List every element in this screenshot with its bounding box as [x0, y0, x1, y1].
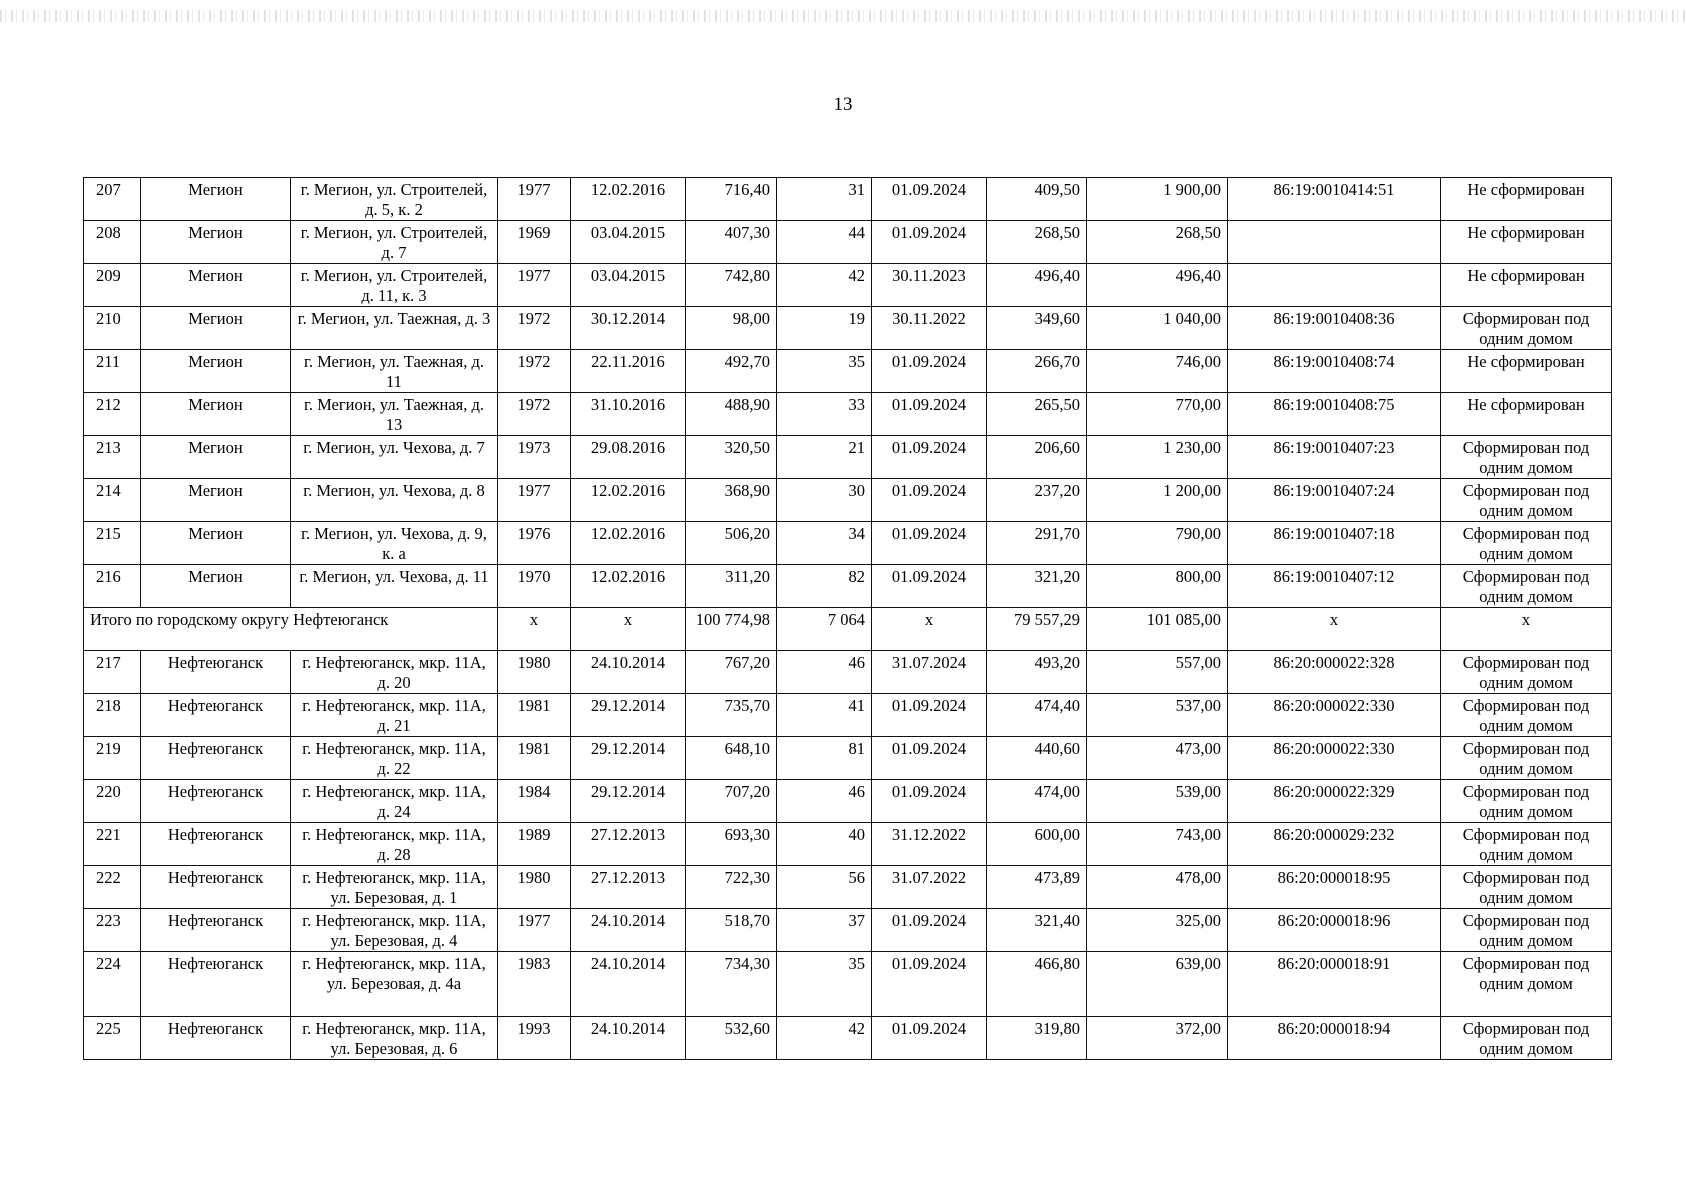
- cell-municipality: Нефтеюганск: [141, 780, 291, 823]
- cell-cadastral-number: 86:20:000022:330: [1228, 694, 1441, 737]
- table-row: [84, 350, 1612, 393]
- cell-deadline: 01.09.2024: [872, 952, 987, 1017]
- cell-number: 220: [84, 780, 141, 823]
- cell-land-area: 790,00: [1087, 522, 1228, 565]
- cell-cadastral-number: 86:20:000022:329: [1228, 780, 1441, 823]
- cell-residential-area: 321,40: [987, 909, 1087, 952]
- cell-number: 223: [84, 909, 141, 952]
- cell-number: 213: [84, 436, 141, 479]
- cell-year: 1981: [498, 737, 571, 780]
- cell-municipality: Мегион: [141, 264, 291, 307]
- cell-residential-area: 237,20: [987, 479, 1087, 522]
- cell-deadline: 30.11.2022: [872, 307, 987, 350]
- cell-land-area: 639,00: [1087, 952, 1228, 1017]
- cell-cadastral-number: 86:19:0010414:51: [1228, 178, 1441, 221]
- cell-deadline: 31.07.2022: [872, 866, 987, 909]
- cell-year: 1972: [498, 393, 571, 436]
- cell-year: 1993: [498, 1017, 571, 1060]
- cell-land-status: Не сформирован: [1441, 221, 1612, 264]
- cell-deadline: 01.09.2024: [872, 221, 987, 264]
- cell-residential-area: 440,60: [987, 737, 1087, 780]
- cell-residents: 33: [777, 393, 872, 436]
- cell-cadastral-number: [1228, 264, 1441, 307]
- cell-cadastral-number: 86:20:000029:232: [1228, 823, 1441, 866]
- cell-land-status: Сформирован под одним домом: [1441, 694, 1612, 737]
- table-row: [84, 264, 1612, 307]
- table-row: [84, 823, 1612, 866]
- cell-municipality: Мегион: [141, 221, 291, 264]
- cell-cadastral-number: 86:20:000018:94: [1228, 1017, 1441, 1060]
- cell-date: 12.02.2016: [571, 522, 686, 565]
- cell-residents: 35: [777, 350, 872, 393]
- cell-number: 216: [84, 565, 141, 608]
- scan-edge-artifact: [0, 10, 1686, 22]
- cell-deadline: 01.09.2024: [872, 178, 987, 221]
- cell-area: 518,70: [686, 909, 777, 952]
- cell-date: 22.11.2016: [571, 350, 686, 393]
- cell-area: 98,00: [686, 307, 777, 350]
- cell-residential-area: 474,00: [987, 780, 1087, 823]
- cell-residential-area: 473,89: [987, 866, 1087, 909]
- total-deadline: х: [872, 608, 987, 651]
- cell-year: 1977: [498, 178, 571, 221]
- cell-date: 24.10.2014: [571, 909, 686, 952]
- cell-residential-area: 321,20: [987, 565, 1087, 608]
- cell-residents: 37: [777, 909, 872, 952]
- cell-address: г. Мегион, ул. Строителей, д. 7: [291, 221, 498, 264]
- cell-land-status: Сформирован под одним домом: [1441, 1017, 1612, 1060]
- cell-number: 225: [84, 1017, 141, 1060]
- cell-date: 03.04.2015: [571, 264, 686, 307]
- cell-deadline: 01.09.2024: [872, 522, 987, 565]
- total-row: [84, 608, 1612, 651]
- cell-municipality: Мегион: [141, 393, 291, 436]
- total-residents: 7 064: [777, 608, 872, 651]
- cell-number: 222: [84, 866, 141, 909]
- cell-area: 722,30: [686, 866, 777, 909]
- cell-land-area: 325,00: [1087, 909, 1228, 952]
- table-row: [84, 436, 1612, 479]
- cell-residential-area: 349,60: [987, 307, 1087, 350]
- cell-deadline: 31.12.2022: [872, 823, 987, 866]
- cell-area: 492,70: [686, 350, 777, 393]
- table-row: [84, 565, 1612, 608]
- cell-land-status: Сформирован под одним домом: [1441, 565, 1612, 608]
- cell-residents: 19: [777, 307, 872, 350]
- cell-residential-area: 268,50: [987, 221, 1087, 264]
- cell-number: 215: [84, 522, 141, 565]
- cell-address: г. Мегион, ул. Чехова, д. 8: [291, 479, 498, 522]
- cell-address: г. Нефтеюганск, мкр. 11А, д. 20: [291, 651, 498, 694]
- cell-residents: 35: [777, 952, 872, 1017]
- cell-address: г. Мегион, ул. Строителей, д. 5, к. 2: [291, 178, 498, 221]
- cell-number: 210: [84, 307, 141, 350]
- cell-cadastral-number: 86:19:0010408:75: [1228, 393, 1441, 436]
- cell-municipality: Мегион: [141, 522, 291, 565]
- total-area: 100 774,98: [686, 608, 777, 651]
- cell-land-area: 1 040,00: [1087, 307, 1228, 350]
- cell-land-area: 746,00: [1087, 350, 1228, 393]
- cell-land-area: 537,00: [1087, 694, 1228, 737]
- cell-area: 407,30: [686, 221, 777, 264]
- cell-address: г. Нефтеюганск, мкр. 11А, ул. Березовая, д. 6: [291, 1017, 498, 1060]
- cell-municipality: Нефтеюганск: [141, 952, 291, 1017]
- cell-date: 29.12.2014: [571, 780, 686, 823]
- cell-residents: 82: [777, 565, 872, 608]
- cell-date: 24.10.2014: [571, 952, 686, 1017]
- cell-address: г. Нефтеюганск, мкр. 11А, д. 21: [291, 694, 498, 737]
- cell-year: 1972: [498, 307, 571, 350]
- cell-municipality: Нефтеюганск: [141, 737, 291, 780]
- cell-land-area: 478,00: [1087, 866, 1228, 909]
- cell-residents: 30: [777, 479, 872, 522]
- cell-date: 03.04.2015: [571, 221, 686, 264]
- cell-residents: 46: [777, 780, 872, 823]
- cell-residential-area: 466,80: [987, 952, 1087, 1017]
- cell-deadline: 30.11.2023: [872, 264, 987, 307]
- table-row: [84, 694, 1612, 737]
- cell-municipality: Мегион: [141, 350, 291, 393]
- table-row: [84, 307, 1612, 350]
- table-row: [84, 1017, 1612, 1060]
- cell-land-status: Сформирован под одним домом: [1441, 823, 1612, 866]
- cell-year: 1976: [498, 522, 571, 565]
- cell-land-status: Сформирован под одним домом: [1441, 651, 1612, 694]
- cell-residential-area: 493,20: [987, 651, 1087, 694]
- cell-year: 1980: [498, 651, 571, 694]
- cell-residential-area: 265,50: [987, 393, 1087, 436]
- cell-cadastral-number: 86:20:000022:330: [1228, 737, 1441, 780]
- cell-area: 707,20: [686, 780, 777, 823]
- cell-number: 218: [84, 694, 141, 737]
- housing-register-table: [83, 177, 1612, 1060]
- cell-cadastral-number: 86:20:000018:91: [1228, 952, 1441, 1017]
- cell-cadastral-number: 86:20:000018:96: [1228, 909, 1441, 952]
- cell-year: 1970: [498, 565, 571, 608]
- cell-area: 742,80: [686, 264, 777, 307]
- cell-area: 734,30: [686, 952, 777, 1017]
- cell-deadline: 01.09.2024: [872, 909, 987, 952]
- cell-date: 12.02.2016: [571, 565, 686, 608]
- cell-cadastral-number: 86:20:000018:95: [1228, 866, 1441, 909]
- cell-date: 27.12.2013: [571, 823, 686, 866]
- cell-residents: 31: [777, 178, 872, 221]
- cell-municipality: Мегион: [141, 479, 291, 522]
- cell-cadastral-number: 86:19:0010407:24: [1228, 479, 1441, 522]
- cell-residents: 56: [777, 866, 872, 909]
- cell-land-area: 557,00: [1087, 651, 1228, 694]
- cell-cadastral-number: 86:19:0010407:18: [1228, 522, 1441, 565]
- cell-year: 1969: [498, 221, 571, 264]
- cell-cadastral-number: 86:20:000022:328: [1228, 651, 1441, 694]
- cell-municipality: Нефтеюганск: [141, 866, 291, 909]
- cell-year: 1983: [498, 952, 571, 1017]
- total-year: х: [498, 608, 571, 651]
- cell-deadline: 31.07.2024: [872, 651, 987, 694]
- total-date: х: [571, 608, 686, 651]
- table-row: [84, 522, 1612, 565]
- cell-area: 648,10: [686, 737, 777, 780]
- cell-municipality: Мегион: [141, 178, 291, 221]
- cell-date: 24.10.2014: [571, 1017, 686, 1060]
- cell-residential-area: 474,40: [987, 694, 1087, 737]
- cell-address: г. Мегион, ул. Строителей, д. 11, к. 3: [291, 264, 498, 307]
- cell-land-area: 1 900,00: [1087, 178, 1228, 221]
- cell-land-area: 1 230,00: [1087, 436, 1228, 479]
- cell-address: г. Нефтеюганск, мкр. 11А, ул. Березовая, д. 4а: [291, 952, 498, 1017]
- cell-deadline: 01.09.2024: [872, 565, 987, 608]
- cell-date: 27.12.2013: [571, 866, 686, 909]
- cell-municipality: Нефтеюганск: [141, 651, 291, 694]
- cell-residents: 46: [777, 651, 872, 694]
- cell-residential-area: 206,60: [987, 436, 1087, 479]
- cell-number: 214: [84, 479, 141, 522]
- cell-land-area: 473,00: [1087, 737, 1228, 780]
- cell-land-area: 743,00: [1087, 823, 1228, 866]
- cell-address: г. Мегион, ул. Чехова, д. 9, к. а: [291, 522, 498, 565]
- cell-residents: 21: [777, 436, 872, 479]
- cell-land-status: Не сформирован: [1441, 350, 1612, 393]
- cell-residential-area: 496,40: [987, 264, 1087, 307]
- page-number: 13: [833, 94, 853, 115]
- cell-land-status: Сформирован под одним домом: [1441, 522, 1612, 565]
- cell-land-area: 372,00: [1087, 1017, 1228, 1060]
- cell-date: 12.02.2016: [571, 178, 686, 221]
- cell-land-status: Сформирован под одним домом: [1441, 436, 1612, 479]
- cell-number: 209: [84, 264, 141, 307]
- cell-land-area: 539,00: [1087, 780, 1228, 823]
- cell-residential-area: 291,70: [987, 522, 1087, 565]
- cell-address: г. Мегион, ул. Таежная, д. 13: [291, 393, 498, 436]
- table-row: [84, 866, 1612, 909]
- cell-land-area: 1 200,00: [1087, 479, 1228, 522]
- cell-deadline: 01.09.2024: [872, 350, 987, 393]
- cell-land-status: Сформирован под одним домом: [1441, 952, 1612, 1017]
- cell-address: г. Нефтеюганск, мкр. 11А, ул. Березовая, д. 1: [291, 866, 498, 909]
- cell-municipality: Мегион: [141, 436, 291, 479]
- total-label: Итого по городскому округу Нефтеюганск: [84, 608, 498, 651]
- cell-land-status: Не сформирован: [1441, 393, 1612, 436]
- cell-residential-area: 319,80: [987, 1017, 1087, 1060]
- cell-area: 368,90: [686, 479, 777, 522]
- cell-number: 208: [84, 221, 141, 264]
- cell-deadline: 01.09.2024: [872, 694, 987, 737]
- cell-residential-area: 266,70: [987, 350, 1087, 393]
- cell-address: г. Мегион, ул. Чехова, д. 7: [291, 436, 498, 479]
- cell-number: 219: [84, 737, 141, 780]
- cell-residential-area: 600,00: [987, 823, 1087, 866]
- cell-address: г. Мегион, ул. Чехова, д. 11: [291, 565, 498, 608]
- cell-date: 12.02.2016: [571, 479, 686, 522]
- cell-date: 29.12.2014: [571, 737, 686, 780]
- cell-year: 1977: [498, 479, 571, 522]
- cell-area: 532,60: [686, 1017, 777, 1060]
- cell-year: 1973: [498, 436, 571, 479]
- table-row: [84, 737, 1612, 780]
- cell-number: 217: [84, 651, 141, 694]
- cell-area: 767,20: [686, 651, 777, 694]
- cell-land-status: Не сформирован: [1441, 264, 1612, 307]
- cell-address: г. Нефтеюганск, мкр. 11А, ул. Березовая, д. 4: [291, 909, 498, 952]
- cell-cadastral-number: 86:19:0010407:12: [1228, 565, 1441, 608]
- cell-date: 30.12.2014: [571, 307, 686, 350]
- cell-residents: 42: [777, 264, 872, 307]
- table-row: [84, 479, 1612, 522]
- cell-municipality: Нефтеюганск: [141, 1017, 291, 1060]
- cell-area: 716,40: [686, 178, 777, 221]
- cell-municipality: Нефтеюганск: [141, 909, 291, 952]
- cell-deadline: 01.09.2024: [872, 436, 987, 479]
- table-row: [84, 780, 1612, 823]
- cell-residential-area: 409,50: [987, 178, 1087, 221]
- cell-residents: 44: [777, 221, 872, 264]
- cell-residents: 81: [777, 737, 872, 780]
- cell-land-status: Сформирован под одним домом: [1441, 780, 1612, 823]
- cell-land-area: 496,40: [1087, 264, 1228, 307]
- total-status: х: [1441, 608, 1612, 651]
- cell-number: 224: [84, 952, 141, 1017]
- cell-land-status: Сформирован под одним домом: [1441, 307, 1612, 350]
- cell-address: г. Нефтеюганск, мкр. 11А, д. 22: [291, 737, 498, 780]
- cell-number: 211: [84, 350, 141, 393]
- cell-land-status: Сформирован под одним домом: [1441, 909, 1612, 952]
- cell-year: 1984: [498, 780, 571, 823]
- cell-land-area: 800,00: [1087, 565, 1228, 608]
- cell-deadline: 01.09.2024: [872, 393, 987, 436]
- cell-municipality: Мегион: [141, 565, 291, 608]
- cell-year: 1980: [498, 866, 571, 909]
- cell-cadastral-number: 86:19:0010408:36: [1228, 307, 1441, 350]
- total-land-area: 101 085,00: [1087, 608, 1228, 651]
- cell-number: 212: [84, 393, 141, 436]
- cell-address: г. Нефтеюганск, мкр. 11А, д. 28: [291, 823, 498, 866]
- cell-land-area: 268,50: [1087, 221, 1228, 264]
- cell-cadastral-number: 86:19:0010408:74: [1228, 350, 1441, 393]
- cell-deadline: 01.09.2024: [872, 737, 987, 780]
- cell-land-status: Сформирован под одним домом: [1441, 479, 1612, 522]
- cell-date: 29.08.2016: [571, 436, 686, 479]
- cell-area: 735,70: [686, 694, 777, 737]
- cell-address: г. Нефтеюганск, мкр. 11А, д. 24: [291, 780, 498, 823]
- table-row: [84, 221, 1612, 264]
- cell-area: 693,30: [686, 823, 777, 866]
- cell-residents: 34: [777, 522, 872, 565]
- cell-land-status: Сформирован под одним домом: [1441, 737, 1612, 780]
- cell-municipality: Мегион: [141, 307, 291, 350]
- table-row: [84, 393, 1612, 436]
- cell-cadastral-number: 86:19:0010407:23: [1228, 436, 1441, 479]
- cell-municipality: Нефтеюганск: [141, 823, 291, 866]
- cell-residents: 41: [777, 694, 872, 737]
- table-row: [84, 952, 1612, 1017]
- cell-date: 29.12.2014: [571, 694, 686, 737]
- cell-number: 207: [84, 178, 141, 221]
- cell-year: 1972: [498, 350, 571, 393]
- table-row: [84, 651, 1612, 694]
- cell-area: 488,90: [686, 393, 777, 436]
- cell-deadline: 01.09.2024: [872, 780, 987, 823]
- cell-address: г. Мегион, ул. Таежная, д. 11: [291, 350, 498, 393]
- table-row: [84, 178, 1612, 221]
- cell-land-status: Сформирован под одним домом: [1441, 866, 1612, 909]
- cell-land-status: Не сформирован: [1441, 178, 1612, 221]
- cell-year: 1977: [498, 909, 571, 952]
- cell-number: 221: [84, 823, 141, 866]
- cell-year: 1989: [498, 823, 571, 866]
- cell-year: 1981: [498, 694, 571, 737]
- total-cadastral: х: [1228, 608, 1441, 651]
- total-residential-area: 79 557,29: [987, 608, 1087, 651]
- cell-municipality: Нефтеюганск: [141, 694, 291, 737]
- cell-date: 31.10.2016: [571, 393, 686, 436]
- cell-year: 1977: [498, 264, 571, 307]
- cell-area: 320,50: [686, 436, 777, 479]
- cell-cadastral-number: [1228, 221, 1441, 264]
- cell-deadline: 01.09.2024: [872, 1017, 987, 1060]
- cell-residents: 40: [777, 823, 872, 866]
- table-row: [84, 909, 1612, 952]
- cell-land-area: 770,00: [1087, 393, 1228, 436]
- cell-residents: 42: [777, 1017, 872, 1060]
- cell-address: г. Мегион, ул. Таежная, д. 3: [291, 307, 498, 350]
- cell-area: 506,20: [686, 522, 777, 565]
- cell-area: 311,20: [686, 565, 777, 608]
- cell-deadline: 01.09.2024: [872, 479, 987, 522]
- cell-date: 24.10.2014: [571, 651, 686, 694]
